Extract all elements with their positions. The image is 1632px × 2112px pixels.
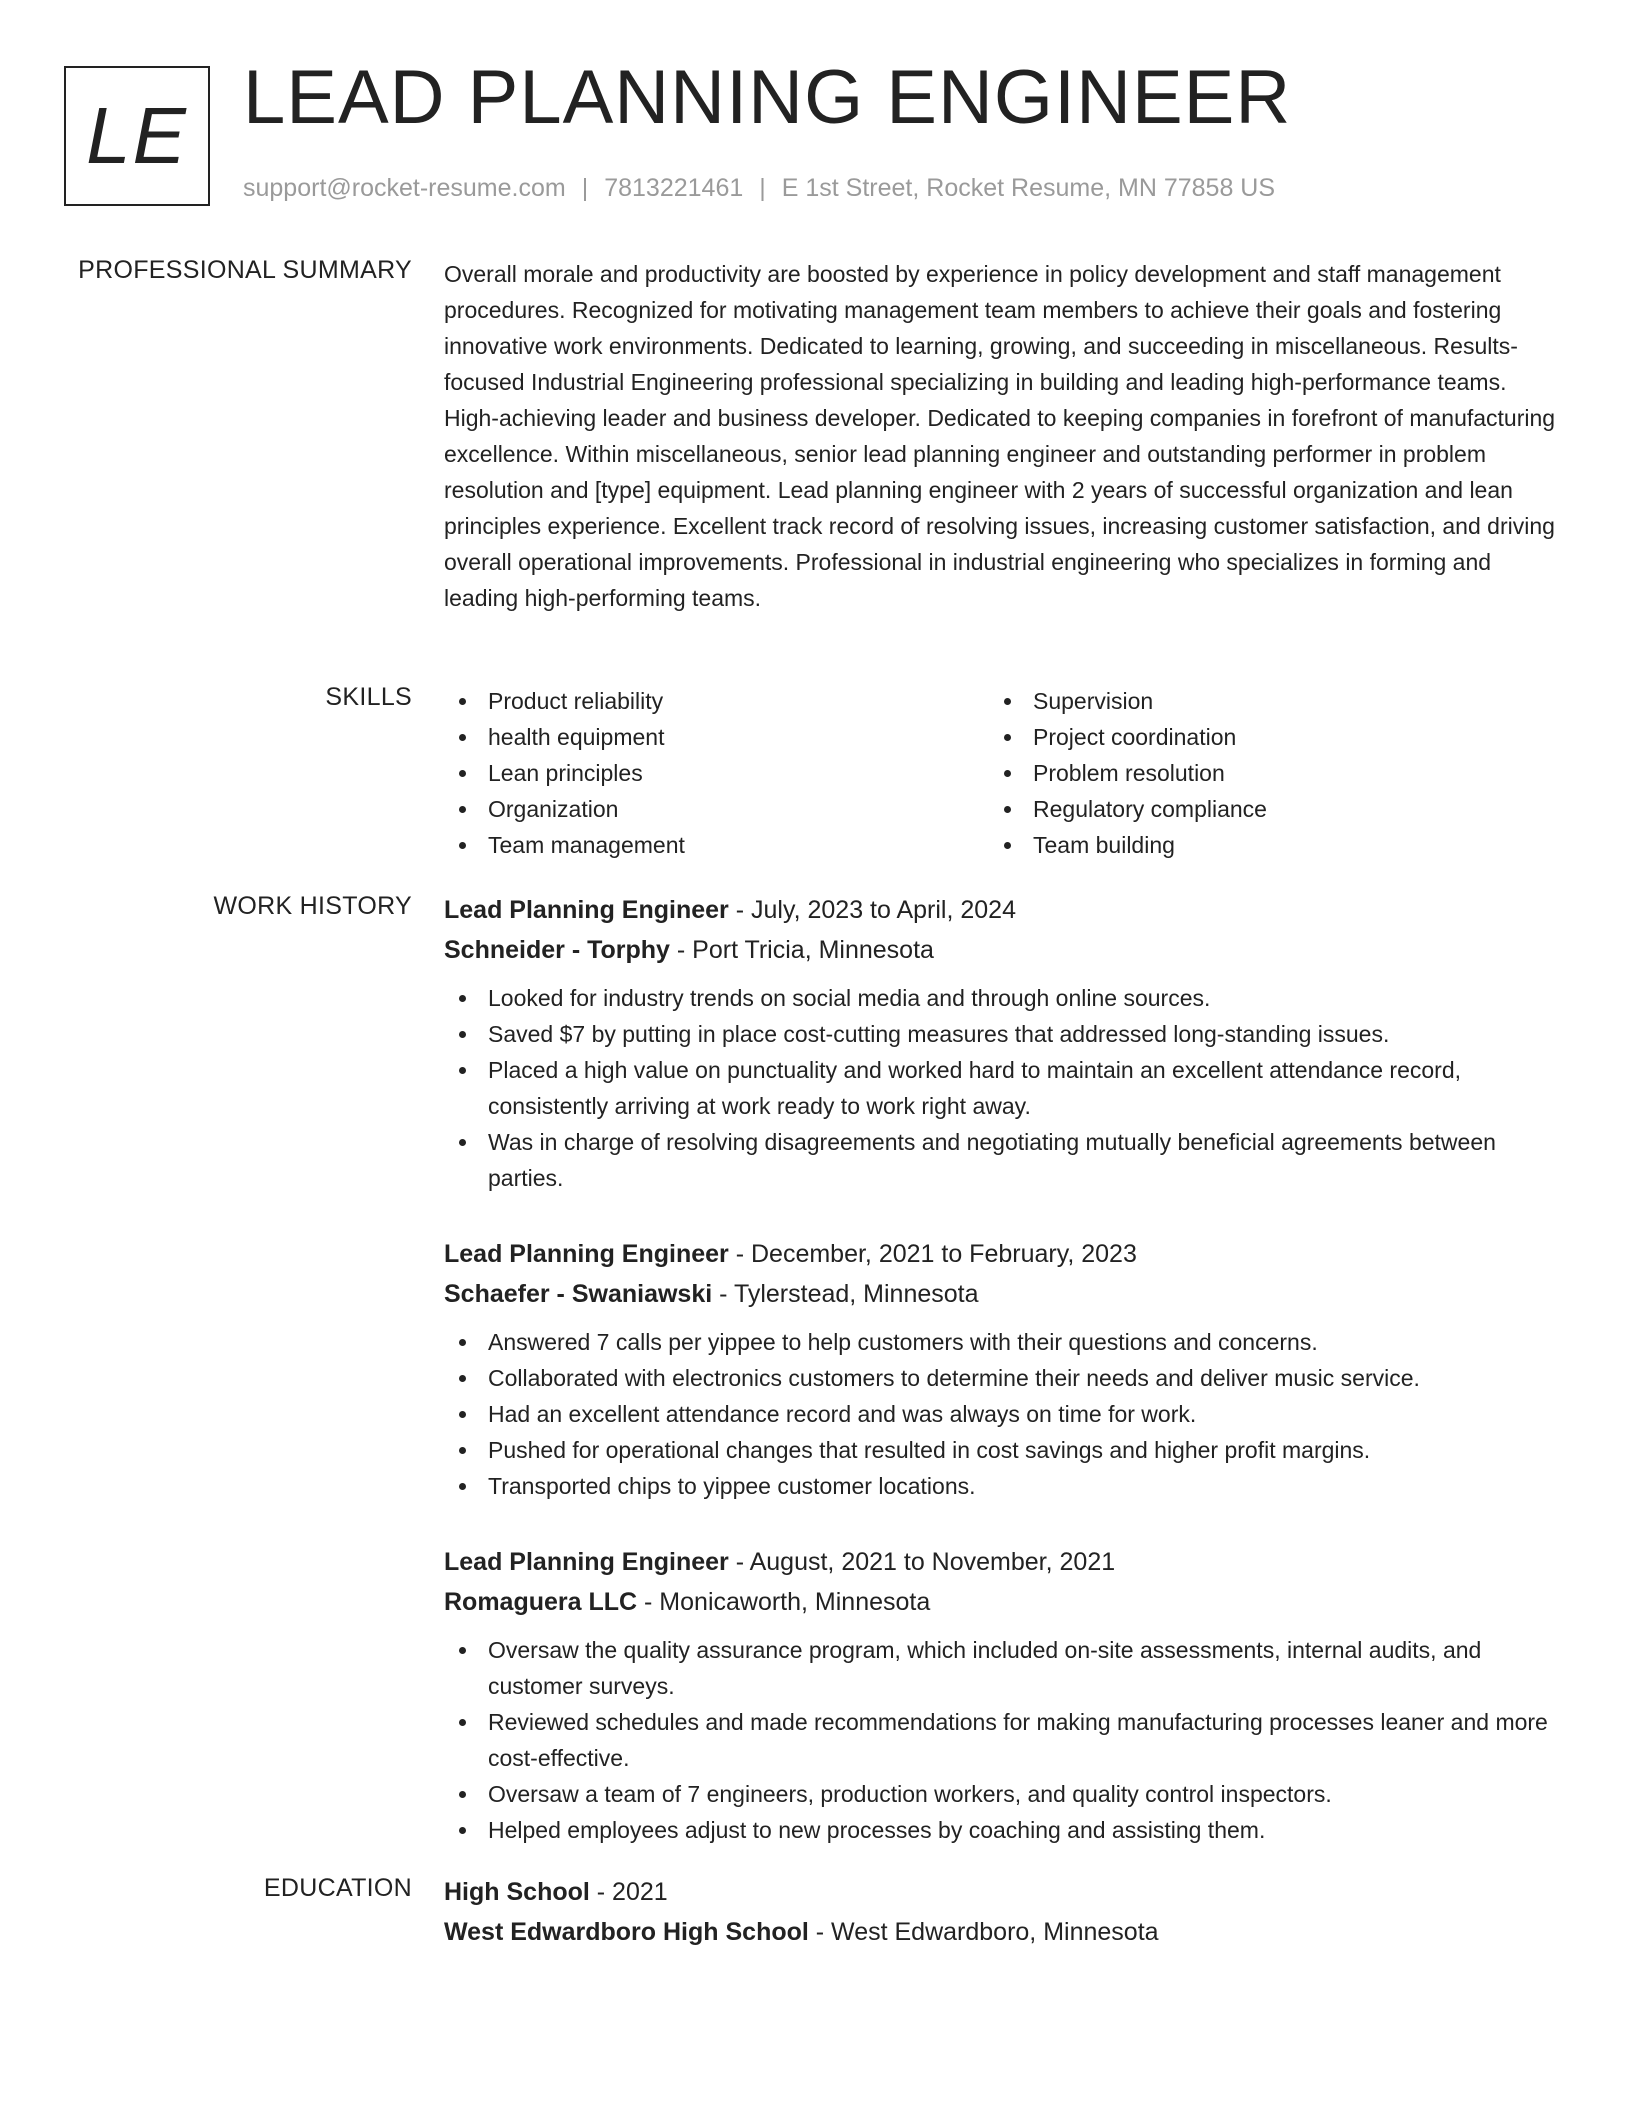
section-label-summary: PROFESSIONAL SUMMARY (78, 256, 412, 284)
job-bullet: Transported chips to yippee customer locations. (444, 1468, 1556, 1504)
job-bullets (444, 1324, 1556, 1504)
skills-body (444, 683, 1556, 863)
skills-list-right (989, 683, 1534, 863)
job-bullet: Answered 7 calls per yippee to help customers with their questions and concerns. (444, 1324, 1556, 1360)
job-bullet: Saved $7 by putting in place cost-cutting measures that addressed long-standing issues. (444, 1016, 1556, 1052)
job-entry (444, 1234, 1556, 1504)
job-bullet: Collaborated with electronics customers to determine their needs and deliver music service. (444, 1360, 1556, 1396)
education-year: - 2021 (589, 1878, 668, 1906)
job-company: Schaefer - Swaniawski (444, 1280, 713, 1308)
job-bullet: Had an excellent attendance record and was always on time for work. (444, 1396, 1556, 1432)
job-bullet: Oversaw a team of 7 engineers, production workers, and quality control inspectors. (444, 1776, 1556, 1812)
job-title-line (444, 1234, 1556, 1274)
summary-body (444, 256, 1556, 616)
job-dates: - July, 2023 to April, 2024 (728, 896, 1016, 924)
job-company-line (444, 1582, 1556, 1622)
education-body (444, 1872, 1556, 1952)
section-label-skills: SKILLS (325, 683, 412, 711)
job-bullet: Helped employees adjust to new processes by coaching and assisting them. (444, 1812, 1556, 1848)
job-dates: - August, 2021 to November, 2021 (728, 1548, 1116, 1576)
job-entry (444, 1542, 1556, 1848)
skill-item: Organization (444, 791, 989, 827)
skill-item: Regulatory compliance (989, 791, 1534, 827)
section-label-education: EDUCATION (263, 1874, 412, 1902)
job-title-line (444, 890, 1556, 930)
skill-item: Project coordination (989, 719, 1534, 755)
skills-list-left (444, 683, 989, 863)
job-title: Lead Planning Engineer (444, 1240, 729, 1268)
skill-item: Supervision (989, 683, 1534, 719)
education-school: West Edwardboro High School (444, 1918, 809, 1946)
job-title: Lead Planning Engineer (444, 896, 729, 924)
monogram-logo: LE (64, 66, 210, 206)
education-degree: High School (444, 1878, 590, 1906)
job-bullet: Reviewed schedules and made recommendations for making manufacturing processes leaner and more cost-effective. (444, 1704, 1556, 1776)
contact-separator: | (581, 174, 589, 202)
job-bullets (444, 980, 1556, 1196)
job-bullet: Looked for industry trends on social media and through online sources. (444, 980, 1556, 1016)
job-location: - Monicaworth, Minnesota (637, 1588, 931, 1616)
job-company: Schneider - Torphy (444, 936, 670, 964)
contact-line (243, 174, 1275, 203)
page-title: LEAD PLANNING ENGINEER (243, 55, 1292, 140)
section-label-work: WORK HISTORY (213, 892, 412, 920)
education-location: - West Edwardboro, Minnesota (808, 1918, 1159, 1946)
job-title: Lead Planning Engineer (444, 1548, 729, 1576)
skill-item: Product reliability (444, 683, 989, 719)
job-location: - Tylerstead, Minnesota (712, 1280, 979, 1308)
contact-email[interactable]: support@rocket-resume.com (243, 174, 566, 202)
education-school-line (444, 1912, 1556, 1952)
skill-item: Team management (444, 827, 989, 863)
job-location: - Port Tricia, Minnesota (669, 936, 934, 964)
contact-separator: | (759, 174, 766, 202)
work-body (444, 890, 1556, 1886)
skill-item: Problem resolution (989, 755, 1534, 791)
skill-item: Team building (989, 827, 1534, 863)
job-bullets (444, 1632, 1556, 1848)
education-degree-line (444, 1872, 1556, 1912)
job-title-line (444, 1542, 1556, 1582)
skill-item: Lean principles (444, 755, 989, 791)
job-dates: - December, 2021 to February, 2023 (728, 1240, 1137, 1268)
contact-phone[interactable]: 7813221461 (604, 174, 744, 202)
skill-item: health equipment (444, 719, 989, 755)
job-bullet: Placed a high value on punctuality and worked hard to maintain an excellent attendance record, consistently arriving at work ready to work right away. (444, 1052, 1556, 1124)
job-company-line (444, 930, 1556, 970)
job-company: Romaguera LLC (444, 1588, 638, 1616)
summary-text: Overall morale and productivity are boosted by experience in policy development and staff management procedures. Recognized for motivating management team members to achieve their goals and fostering innovative work environments. Dedicated to learning, growing, and succeeding in miscellaneous. Results-focused Industrial Engineering professional specializing in building and leading high-performance teams. High-achieving leader and business developer. Dedicated to keeping companies in forefront of manufacturing excellence. Within miscellaneous, senior lead planning engineer and outstanding performer in problem resolution and [type] equipment. Lead planning engineer with 2 years of successful organization and lean principles experience. Excellent track record of resolving issues, increasing customer satisfaction, and driving overall operational improvements. Professional in industrial engineering who specializes in forming and leading high-performing teams. (444, 261, 1556, 611)
contact-address: E 1st Street, Rocket Resume, MN 77858 US (781, 174, 1276, 202)
job-bullet: Oversaw the quality assurance program, which included on-site assessments, internal audits, and customer surveys. (444, 1632, 1556, 1704)
job-entry (444, 890, 1556, 1196)
job-bullet: Was in charge of resolving disagreements and negotiating mutually beneficial agreements between parties. (444, 1124, 1556, 1196)
job-company-line (444, 1274, 1556, 1314)
job-bullet: Pushed for operational changes that resulted in cost savings and higher profit margins. (444, 1432, 1556, 1468)
